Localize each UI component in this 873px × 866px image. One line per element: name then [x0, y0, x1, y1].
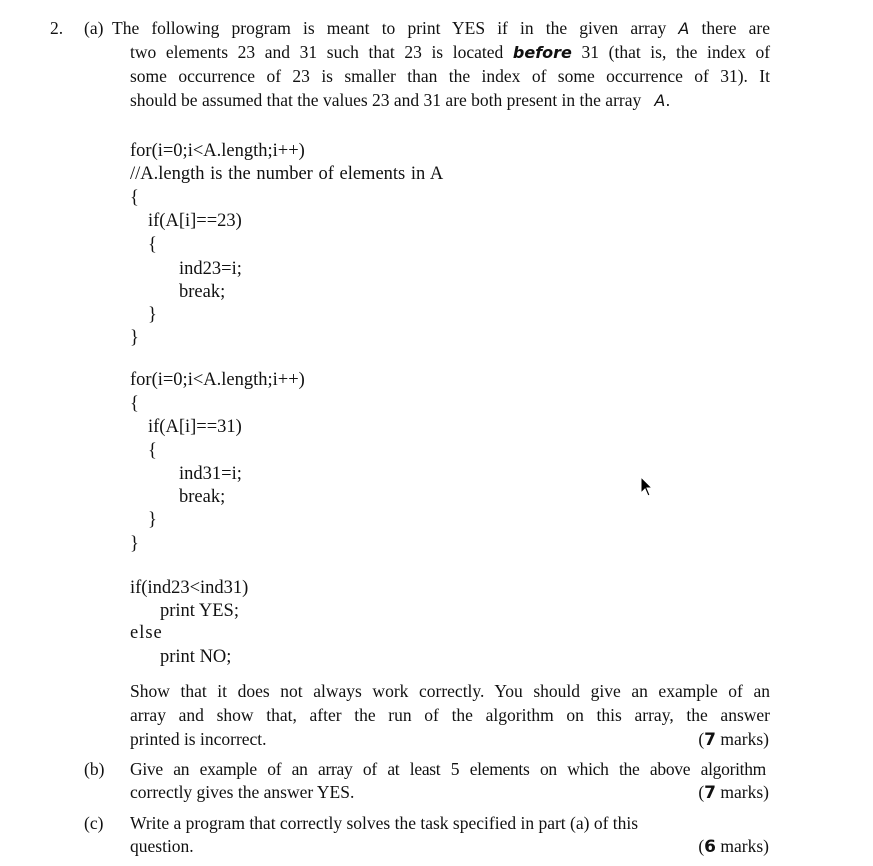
code-line: if(A[i]==31) [148, 417, 242, 437]
array-name: A [678, 19, 690, 38]
code-line: break; [179, 282, 226, 302]
code-line: else [130, 623, 163, 643]
code-line: { [148, 441, 157, 461]
intro-line-2: two elements 23 and 31 such that 23 is located before 31 (that is, the index of [130, 42, 771, 62]
part-b-line-1: Give an example of an array of at least 5 elements on which the above algorithm [130, 759, 766, 779]
code-line: } [130, 328, 139, 348]
part-b-label: (b) [84, 759, 105, 779]
intro-line-4: should be assumed that the values 23 and 31 are both present in the array A. [130, 90, 671, 110]
code-line: ind31=i; [179, 464, 242, 484]
code-comment: //A.length is the number of elements in A [130, 164, 444, 184]
part-c-label: (c) [84, 813, 104, 833]
part-c-line-2: question. [130, 836, 194, 856]
task-line-2: array and show that, after the run of the algorithm on this array, the answer [130, 705, 770, 725]
intro-line-3: some occurrence of 23 is smaller than the index of some occurrence of 31). It [130, 66, 770, 86]
code-line: ind23=i; [179, 259, 242, 279]
mouse-pointer-icon [640, 476, 654, 498]
code-line: } [148, 305, 157, 325]
code-line: } [130, 534, 139, 554]
code-line: if(ind23<ind31) [130, 578, 249, 598]
task-line-3: printed is incorrect. [130, 729, 267, 749]
code-line: { [148, 235, 157, 255]
marks-part-c: (6 marks) [698, 836, 769, 857]
code-line: print YES; [160, 601, 239, 621]
intro-line-1: The following program is meant to print YES if in the given array A there are [112, 18, 771, 38]
marks-part-a: (7 marks) [698, 729, 769, 750]
code-line: print NO; [160, 647, 232, 667]
question-number: 2. [50, 18, 64, 38]
marks-part-b: (7 marks) [698, 782, 769, 803]
emphasis-before: before [512, 43, 572, 62]
task-line-1: Show that it does not always work correctly. You should give an example of an [130, 681, 770, 701]
code-line: for(i=0;i<A.length;i++) [130, 141, 305, 161]
code-line: } [148, 510, 157, 530]
code-line: for(i=0;i<A.length;i++) [130, 370, 305, 390]
code-line: if(A[i]==23) [148, 211, 242, 231]
code-line: { [130, 394, 139, 414]
code-line: { [130, 188, 139, 208]
part-a-label: (a) [84, 18, 104, 38]
part-b-line-2: correctly gives the answer YES. [130, 782, 355, 802]
part-c-line-1: Write a program that correctly solves the task specified in part (a) of this [130, 813, 639, 833]
code-line: break; [179, 487, 226, 507]
